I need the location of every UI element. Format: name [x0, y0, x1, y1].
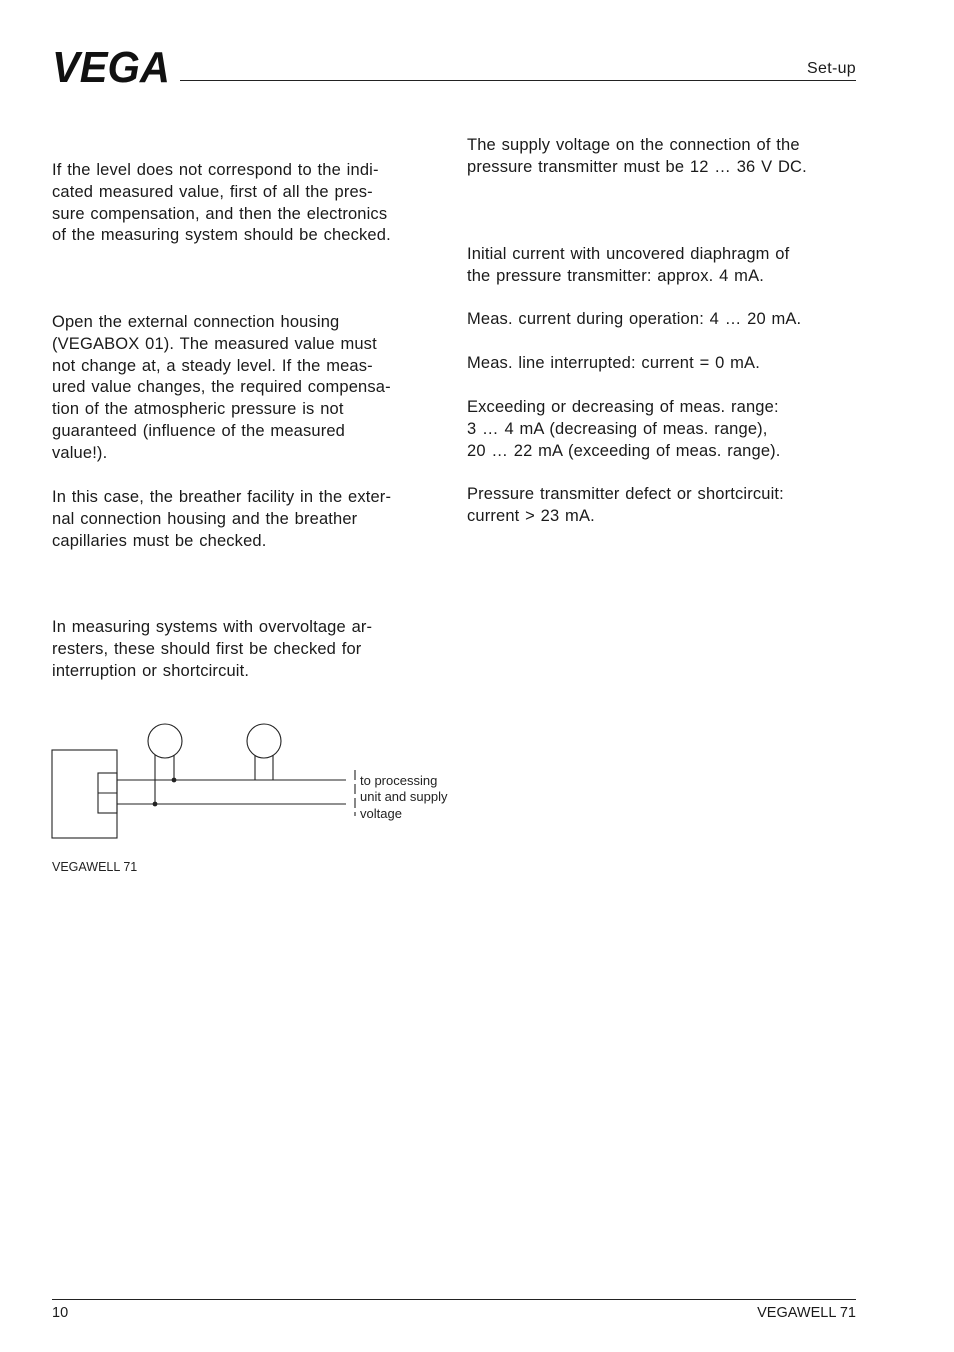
section-title: Set-up	[807, 60, 856, 77]
initial-current-paragraph: Initial current with uncovered diaphragm of the pressure transmitter: approx. 4 mA.	[467, 245, 790, 285]
footer-rule	[52, 1299, 856, 1300]
vega-logo	[52, 48, 172, 86]
meter-1-icon	[148, 724, 182, 758]
transmitter-box	[52, 750, 117, 838]
operating-current-paragraph: Meas. current during operation: 4 … 20 mA.	[467, 310, 802, 328]
breather-paragraph: In this case, the breather facility in the exter- nal connection housing and the breather capillaries must be checked.	[52, 488, 392, 550]
level-check-paragraph: If the level does not correspond to the indi- cated measured value, first of all the pres- sure compensation, and then the electronics of the measuring system should be checked.	[52, 161, 391, 245]
logo-text: VEGA	[52, 48, 170, 86]
defect-paragraph: Pressure transmitter defect or shortcircuit: current > 23 mA.	[467, 485, 784, 525]
line-interrupted-paragraph: Meas. line interrupted: current = 0 mA.	[467, 354, 760, 372]
overvoltage-paragraph: In measuring systems with overvoltage ar- resters, these should first be checked for interruption or shortcircuit.	[52, 618, 373, 680]
page-number: 10	[52, 1305, 69, 1321]
diagram-label-line-3: voltage	[360, 806, 402, 821]
wiring-diagram	[50, 718, 470, 888]
range-paragraph: Exceeding or decreasing of meas. range: 3 … 4 mA (decreasing of meas. range), 20 … 22 mA (exceeding of meas. range).	[467, 398, 781, 460]
diagram-label-line-2: unit and supply	[360, 789, 448, 804]
diagram-label-line-1: to processing	[360, 773, 438, 788]
header-rule	[180, 80, 856, 81]
meter-2-icon	[247, 724, 281, 758]
supply-voltage-paragraph: The supply voltage on the connection of the pressure transmitter must be 12 … 36 V DC.	[467, 136, 807, 176]
junction-dot-1	[172, 778, 177, 783]
diagram-caption: VEGAWELL 71	[52, 860, 138, 874]
connection-housing-paragraph: Open the external connection housing (VEGABOX 01). The measured value must not change at, a steady level. If the meas- ured value changes, the required compensa- tion of the atmospheric pressure is not guaranteed (influence of the measured value!).	[52, 313, 391, 462]
junction-dot-2	[153, 802, 158, 807]
document-name: VEGAWELL 71	[757, 1305, 856, 1321]
